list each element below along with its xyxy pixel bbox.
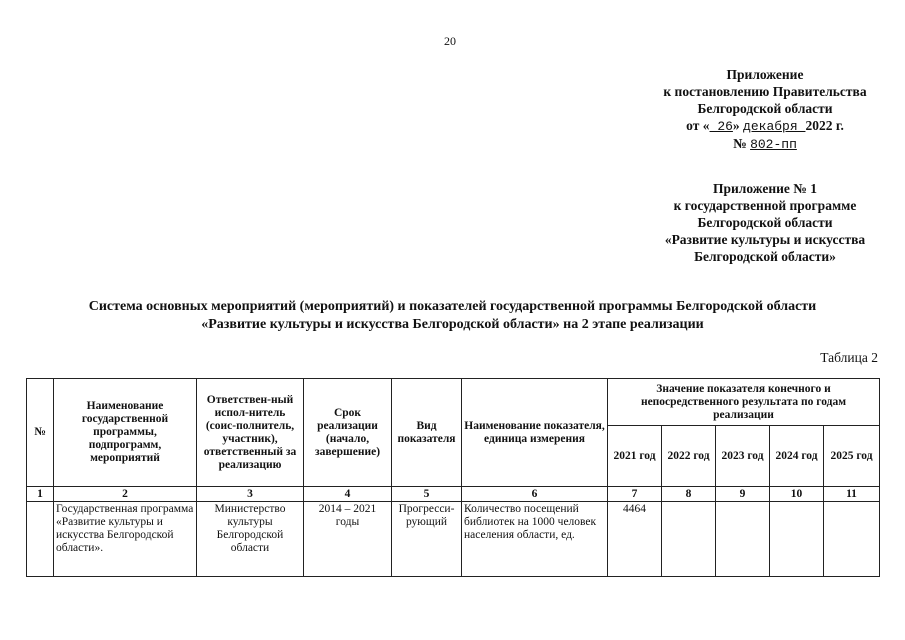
header-indicator: Наименование показателя, единица измерения [462,379,608,487]
row-indicator-cell: Количество посещений библиотек на 1000 человек населения области, ед. [462,502,608,577]
appendix-decree-block [640,66,890,153]
row-value-2022 [662,502,716,577]
row-value-2025 [824,502,880,577]
header-year-2024: 2024 год [770,426,824,487]
header-year-2021: 2021 год [608,426,662,487]
row-value-2023 [716,502,770,577]
column-number: 3 [197,487,304,502]
appendix-program-line4: Белгородской области» [694,249,836,264]
date-mid: » [732,118,744,133]
number-value: 802-пп [750,137,797,152]
page-number: 20 [444,34,456,48]
header-year-2023: 2023 год [716,426,770,487]
header-row-1 [27,379,880,426]
document-title [30,298,875,334]
appendix-decree-title: Приложение [726,67,804,82]
date-day: 26 [709,119,733,134]
header-executor: Ответствен-ный испол-нитель (соис-полнитель, участник), ответственный за реализацию [197,379,304,487]
date-prefix: от « [686,118,710,133]
row-executor-cell: Министерство культуры Белгородской области [197,502,304,577]
column-number: 7 [608,487,662,502]
row-type-cell: Прогресси-рующий [392,502,462,577]
appendix-decree-date [640,117,890,135]
header-year-2025: 2025 год [824,426,880,487]
row-value-2024 [770,502,824,577]
column-number: 10 [770,487,824,502]
header-name: Наименование государственной программы, подпрограмм, мероприятий [54,379,197,487]
row-name-cell: Государственная программа «Развитие культуры и искусства Белгородской области». [54,502,197,577]
appendix-program-line3: «Развитие культуры и искусства [664,232,866,247]
appendix-decree-line2: Белгородской области [697,101,833,116]
header-values-group: Значение показателя конечного и непосредственного результата по годам реализации [608,379,880,426]
appendix-program-line1: к государственной программе [673,198,857,213]
table-row [27,502,880,577]
header-period: Срок реализации (начало, завершение) [304,379,392,487]
header-type: Вид показателя [392,379,462,487]
column-number: 5 [392,487,462,502]
appendix-decree-line1: к постановлению Правительства [663,84,867,99]
column-numbers-row [27,487,880,502]
appendix-decree-number [640,135,890,153]
column-number: 11 [824,487,880,502]
appendix-program-title: Приложение № 1 [713,181,817,196]
row-value-2021: 4464 [608,502,662,577]
document-title-line2: «Развитие культуры и искусства Белгородской области» на 2 этапе реализации [201,317,704,332]
header-year-2022: 2022 год [662,426,716,487]
column-number: 1 [27,487,54,502]
document-title-line1: Система основных мероприятий (мероприятий) и показателей государственной программы Белгородской области [88,299,817,314]
date-month: декабря [743,119,806,134]
column-number: 6 [462,487,608,502]
row-num-cell [27,502,54,577]
date-year: 2022 г. [805,118,844,133]
column-number: 4 [304,487,392,502]
header-num: № [27,379,54,487]
indicators-table [26,378,880,577]
column-number: 9 [716,487,770,502]
number-prefix: № [733,136,751,151]
column-number: 8 [662,487,716,502]
table-label: Таблица 2 [820,350,878,365]
appendix-program-line2: Белгородской области [697,215,833,230]
appendix-program-block [620,180,905,265]
column-number: 2 [54,487,197,502]
row-period-cell: 2014 – 2021 годы [304,502,392,577]
